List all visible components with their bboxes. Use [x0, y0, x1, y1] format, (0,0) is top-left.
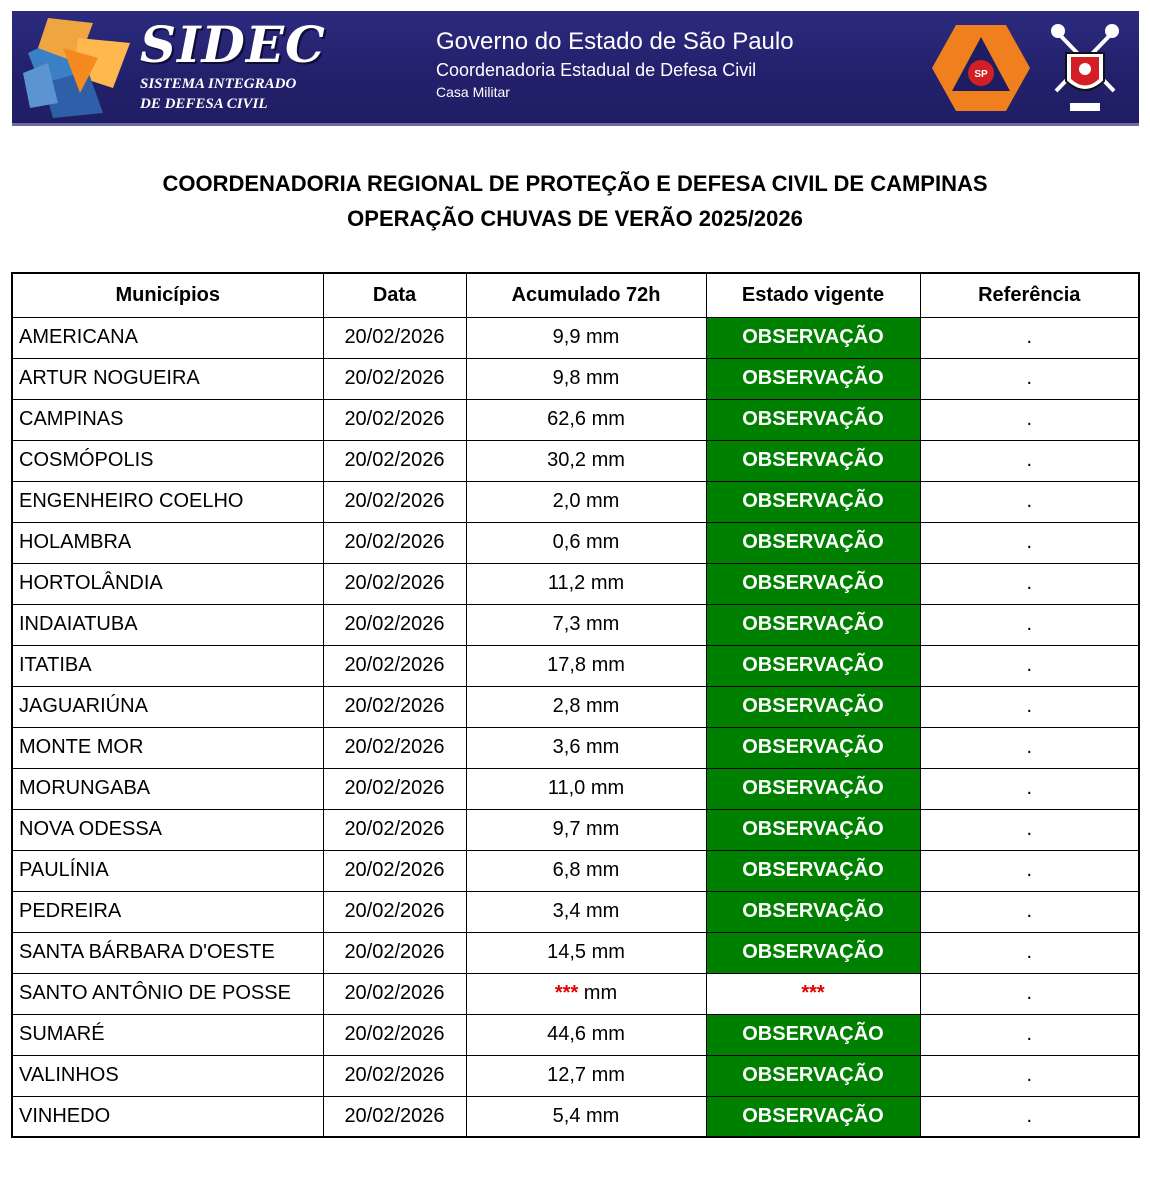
municipio-cell: PAULÍNIA	[12, 850, 323, 891]
table-row	[12, 358, 1139, 399]
reference-cell: .	[920, 604, 1139, 645]
accumulated-cell: 17,8 mm	[466, 645, 706, 686]
municipio-cell: JAGUARIÚNA	[12, 686, 323, 727]
accumulated-cell: 2,0 mm	[466, 481, 706, 522]
reference-cell: .	[920, 727, 1139, 768]
accumulated-cell: 30,2 mm	[466, 440, 706, 481]
date-cell: 20/02/2026	[323, 686, 466, 727]
sidec-subtitle-line1: SISTEMA INTEGRADO	[140, 76, 297, 92]
sidec-subtitle-line2: DE DEFESA CIVIL	[140, 96, 268, 112]
accumulated-cell: 44,6 mm	[466, 1014, 706, 1055]
date-cell: 20/02/2026	[323, 358, 466, 399]
municipio-cell: ITATIBA	[12, 645, 323, 686]
table-row	[12, 440, 1139, 481]
column-header-data: Data	[323, 273, 466, 317]
table-row	[12, 1055, 1139, 1096]
accumulated-cell: 11,0 mm	[466, 768, 706, 809]
municipio-cell: CAMPINAS	[12, 399, 323, 440]
accumulated-cell: 0,6 mm	[466, 522, 706, 563]
table-row	[12, 891, 1139, 932]
date-cell: 20/02/2026	[323, 850, 466, 891]
accumulated-cell: 3,6 mm	[466, 727, 706, 768]
municipio-cell: PEDREIRA	[12, 891, 323, 932]
table-row	[12, 932, 1139, 973]
coordination-title: Coordenadoria Estadual de Defesa Civil	[436, 60, 757, 80]
table-row	[12, 768, 1139, 809]
column-header-acumulado: Acumulado 72h	[466, 273, 706, 317]
status-badge: OBSERVAÇÃO	[706, 440, 920, 481]
table-row	[12, 522, 1139, 563]
date-cell: 20/02/2026	[323, 768, 466, 809]
municipio-cell: VINHEDO	[12, 1096, 323, 1137]
rainfall-status-table	[11, 272, 1140, 1138]
reference-cell: .	[920, 481, 1139, 522]
table-row	[12, 563, 1139, 604]
reference-cell: .	[920, 317, 1139, 358]
municipio-cell: MONTE MOR	[12, 727, 323, 768]
municipio-cell: AMERICANA	[12, 317, 323, 358]
table-row	[12, 809, 1139, 850]
date-cell: 20/02/2026	[323, 809, 466, 850]
reference-cell: .	[920, 686, 1139, 727]
accumulated-cell: 6,8 mm	[466, 850, 706, 891]
status-badge: OBSERVAÇÃO	[706, 727, 920, 768]
column-header-municipios: Municípios	[12, 273, 323, 317]
table-row	[12, 645, 1139, 686]
municipio-cell: SANTA BÁRBARA D'OESTE	[12, 932, 323, 973]
date-cell: 20/02/2026	[323, 645, 466, 686]
reference-cell: .	[920, 850, 1139, 891]
date-cell: 20/02/2026	[323, 1096, 466, 1137]
reference-cell: .	[920, 891, 1139, 932]
accumulated-cell: 7,3 mm	[466, 604, 706, 645]
status-badge: OBSERVAÇÃO	[706, 522, 920, 563]
column-header-estado: Estado vigente	[706, 273, 920, 317]
accumulated-cell: 3,4 mm	[466, 891, 706, 932]
reference-cell: .	[920, 358, 1139, 399]
status-badge: OBSERVAÇÃO	[706, 768, 920, 809]
municipio-cell: ARTUR NOGUEIRA	[12, 358, 323, 399]
municipio-cell: NOVA ODESSA	[12, 809, 323, 850]
date-cell: 20/02/2026	[323, 604, 466, 645]
status-badge: OBSERVAÇÃO	[706, 563, 920, 604]
reference-cell: .	[920, 1096, 1139, 1137]
accumulated-cell	[466, 973, 706, 1014]
date-cell: 20/02/2026	[323, 481, 466, 522]
date-cell: 20/02/2026	[323, 563, 466, 604]
date-cell: 20/02/2026	[323, 440, 466, 481]
status-badge: OBSERVAÇÃO	[706, 809, 920, 850]
status-badge: OBSERVAÇÃO	[706, 358, 920, 399]
government-title: Governo do Estado de São Paulo	[436, 28, 794, 55]
accumulated-unit: mm	[578, 982, 618, 1004]
civil-defense-emblem-icon	[930, 23, 1032, 113]
document-subtitle: OPERAÇÃO CHUVAS DE VERÃO 2025/2026	[347, 206, 803, 231]
status-badge: OBSERVAÇÃO	[706, 686, 920, 727]
date-cell: 20/02/2026	[323, 399, 466, 440]
accumulated-cell: 9,8 mm	[466, 358, 706, 399]
accumulated-cell: 5,4 mm	[466, 1096, 706, 1137]
status-badge: OBSERVAÇÃO	[706, 891, 920, 932]
date-cell: 20/02/2026	[323, 973, 466, 1014]
accumulated-cell: 11,2 mm	[466, 563, 706, 604]
status-badge: OBSERVAÇÃO	[706, 1055, 920, 1096]
table-row	[12, 317, 1139, 358]
date-cell: 20/02/2026	[323, 932, 466, 973]
date-cell: 20/02/2026	[323, 522, 466, 563]
accumulated-cell: 2,8 mm	[466, 686, 706, 727]
municipio-cell: SUMARÉ	[12, 1014, 323, 1055]
municipio-cell: SANTO ANTÔNIO DE POSSE	[12, 973, 323, 1014]
sidec-title: SIDEC	[140, 15, 326, 74]
accumulated-cell: 9,9 mm	[466, 317, 706, 358]
header-banner	[12, 11, 1139, 126]
status-badge: OBSERVAÇÃO	[706, 604, 920, 645]
table-body	[12, 317, 1139, 1137]
date-cell: 20/02/2026	[323, 1014, 466, 1055]
reference-cell: .	[920, 1014, 1139, 1055]
reference-cell: .	[920, 932, 1139, 973]
reference-cell: .	[920, 973, 1139, 1014]
table-row	[12, 850, 1139, 891]
status-badge: OBSERVAÇÃO	[706, 317, 920, 358]
date-cell: 20/02/2026	[323, 317, 466, 358]
municipio-cell: INDAIATUBA	[12, 604, 323, 645]
municipio-cell: MORUNGABA	[12, 768, 323, 809]
reference-cell: .	[920, 809, 1139, 850]
reference-cell: .	[920, 645, 1139, 686]
municipio-cell: ENGENHEIRO COELHO	[12, 481, 323, 522]
table-row	[12, 686, 1139, 727]
status-badge: OBSERVAÇÃO	[706, 932, 920, 973]
municipio-cell: COSMÓPOLIS	[12, 440, 323, 481]
reference-cell: .	[920, 563, 1139, 604]
table-row	[12, 604, 1139, 645]
document-title: COORDENADORIA REGIONAL DE PROTEÇÃO E DEFESA CIVIL DE CAMPINAS	[162, 171, 988, 196]
reference-cell: .	[920, 522, 1139, 563]
status-badge: OBSERVAÇÃO	[706, 399, 920, 440]
table-header-row	[12, 273, 1139, 317]
date-cell: 20/02/2026	[323, 1055, 466, 1096]
table-row	[12, 727, 1139, 768]
missing-value-marker: ***	[554, 982, 579, 1004]
status-badge: OBSERVAÇÃO	[706, 481, 920, 522]
date-cell: 20/02/2026	[323, 891, 466, 932]
accumulated-cell: 62,6 mm	[466, 399, 706, 440]
status-badge: ***	[706, 973, 920, 1014]
reference-cell: .	[920, 440, 1139, 481]
municipio-cell: VALINHOS	[12, 1055, 323, 1096]
reference-cell: .	[920, 1055, 1139, 1096]
table-row	[12, 1014, 1139, 1055]
table-row	[12, 399, 1139, 440]
accumulated-cell: 12,7 mm	[466, 1055, 706, 1096]
accumulated-cell: 9,7 mm	[466, 809, 706, 850]
column-header-referencia: Referência	[920, 273, 1139, 317]
date-cell: 20/02/2026	[323, 727, 466, 768]
municipio-cell: HORTOLÂNDIA	[12, 563, 323, 604]
table-row	[12, 481, 1139, 522]
casa-militar-label: Casa Militar	[436, 84, 510, 100]
table-row	[12, 973, 1139, 1014]
status-badge: OBSERVAÇÃO	[706, 1096, 920, 1137]
table-row	[12, 1096, 1139, 1137]
emblem-sp-label: SP	[974, 69, 988, 80]
reference-cell: .	[920, 768, 1139, 809]
reference-cell: .	[920, 399, 1139, 440]
municipio-cell: HOLAMBRA	[12, 522, 323, 563]
status-badge: OBSERVAÇÃO	[706, 645, 920, 686]
status-badge: OBSERVAÇÃO	[706, 1014, 920, 1055]
accumulated-cell: 14,5 mm	[466, 932, 706, 973]
status-badge: OBSERVAÇÃO	[706, 850, 920, 891]
casa-militar-crest-icon	[1044, 19, 1126, 119]
sidec-logo-icon	[18, 13, 136, 123]
